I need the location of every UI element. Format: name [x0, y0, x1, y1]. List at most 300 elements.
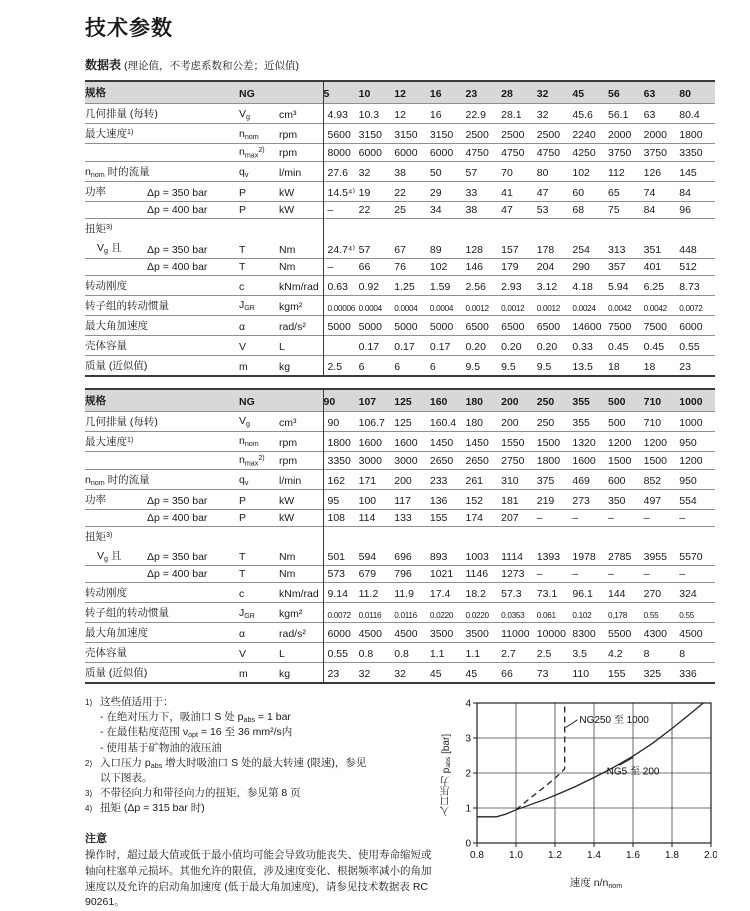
table-cell: rpm [279, 454, 298, 467]
table-cell: 179 [501, 260, 519, 273]
table-cell [147, 315, 239, 335]
table-cell: kW [279, 204, 295, 217]
header-cell: 32 [536, 88, 549, 100]
table-cell: 2500 [536, 129, 561, 141]
table-cell: 73 [536, 668, 549, 681]
table-cell: $V_g$ 且 [97, 550, 122, 564]
table-cell: 6500 [536, 320, 561, 333]
table-cell: 功率 [85, 186, 106, 199]
table-cell: 145 [679, 167, 697, 180]
table-cell: $n_{max}^{2)}$ [239, 453, 265, 467]
header-cell: 500 [608, 395, 626, 408]
table-cell [359, 527, 395, 547]
table-cell: 57.3 [501, 588, 522, 601]
table-cell: 1200 [679, 454, 703, 467]
table-cell: 0.55 [643, 611, 659, 621]
table-cell: 4750 [465, 147, 489, 160]
table-cell: 250 [536, 416, 555, 429]
table-cell: 14.5⁴⁾ [323, 182, 359, 202]
table-cell: α [239, 320, 246, 333]
table-cell [85, 566, 147, 583]
table-cell: 324 [679, 588, 697, 601]
table-cell: 1.25 [394, 280, 415, 293]
table-cell: 28.1 [501, 109, 522, 121]
table-cell: 270 [643, 588, 662, 601]
table-cell: $V_g$ [239, 415, 250, 429]
table-cell: 178 [536, 243, 555, 256]
table-cell: 4300 [643, 628, 667, 641]
table-cell: 1800 [323, 431, 359, 451]
table-cell: 9.5 [501, 360, 516, 373]
table-cell: 2000 [643, 129, 667, 141]
table-cell [644, 219, 680, 239]
table-cell: 1450 [465, 436, 489, 449]
table-cell: P [239, 204, 247, 217]
header-cell: 180 [465, 395, 484, 408]
table-cell [323, 527, 359, 547]
table-cell: 679 [358, 568, 377, 581]
table-cell: 9.5 [536, 360, 552, 373]
table-cell: 3350 [323, 451, 359, 469]
table-cell: 7500 [643, 320, 667, 333]
header-cell: 107 [358, 395, 377, 408]
table-cell: 1500 [608, 454, 632, 467]
bottom-section [85, 695, 717, 911]
table-cell: cm³ [279, 416, 297, 429]
table-row [85, 490, 715, 510]
table-cell: kgm² [279, 300, 303, 313]
table-cell: 1114 [501, 551, 523, 564]
table-cell: 质量 (近似值) [85, 667, 148, 680]
table-cell: 5000 [323, 315, 359, 335]
table-cell: 最大速度$^{1)}$ [85, 127, 134, 140]
table-cell [644, 527, 680, 547]
table-cell: 扭矩$^{3)}$ [85, 530, 113, 544]
table-cell: 2650 [465, 454, 489, 467]
table-cell: 796 [394, 568, 412, 581]
table-cell: 1500 [643, 454, 667, 467]
table-cell: 2750 [501, 454, 525, 467]
chart-plot [453, 697, 717, 874]
table-cell [85, 451, 147, 469]
table-cell: 66 [501, 668, 513, 681]
table-cell: 350 [608, 495, 626, 508]
table-cell: 68 [572, 204, 585, 217]
table-cell: 325 [643, 668, 662, 681]
table-row [85, 182, 715, 202]
table-cell: – [643, 568, 650, 581]
table-cell: 180 [465, 416, 484, 429]
table-cell: 0.55 [679, 611, 694, 621]
table-cell: 3750 [643, 147, 667, 160]
table-cell: 128 [465, 243, 484, 256]
table-cell: $n_{nom}$ [239, 127, 259, 141]
table-cell: 6 [394, 360, 401, 373]
table-cell: 3.5 [572, 648, 587, 661]
footnote-text: 这些值适用于： - 在绝对压力下，吸油口 S 处 $p_{abs} = 1$ bar - 在最佳粘度范围 $\nu_{opt} = 16$ 至 36 mm²/s内 - 使用基于矿物油的液压油 [100, 696, 293, 754]
table-cell: rpm [279, 436, 298, 449]
table-cell: 1200 [643, 436, 667, 449]
leader-line [566, 720, 578, 728]
table-cell: 41 [501, 187, 513, 200]
table-cell: 102 [572, 167, 590, 180]
table-cell: 448 [679, 243, 697, 256]
table-cell: rad/s² [279, 320, 306, 333]
table-cell: – [679, 568, 686, 581]
table-row [85, 295, 715, 315]
table-cell: 33 [465, 187, 478, 200]
table-cell [147, 104, 239, 124]
table-cell: 66 [358, 260, 371, 273]
table-cell [239, 219, 279, 239]
table-cell [147, 411, 239, 431]
table-cell: 22.9 [465, 109, 486, 121]
table-cell: Nm [279, 568, 296, 581]
table-cell: 95 [323, 490, 359, 510]
table-cell [279, 219, 323, 239]
table-cell: 0.0072 [679, 303, 703, 313]
table-cell: T [239, 568, 246, 581]
table-cell: 0.63 [323, 275, 359, 295]
table-cell: 70 [501, 167, 513, 180]
table-cell: L [279, 648, 285, 661]
table-cell: 23 [323, 663, 359, 684]
chart-svg [453, 697, 717, 869]
table-cell: 146 [465, 260, 484, 273]
table-cell: 8300 [572, 628, 596, 641]
table-cell: 32 [358, 167, 371, 180]
table-cell: 6000 [394, 147, 418, 160]
table-cell: 3000 [358, 454, 382, 467]
table-cell: $n_{max}^{2)}$ [239, 146, 265, 160]
table-cell [323, 219, 359, 239]
table-cell [359, 219, 395, 239]
table-cell: 50 [429, 167, 442, 180]
table-cell: 1393 [536, 551, 561, 564]
footnote-text: 扭矩 (Δp = 315 bar 时) [100, 801, 205, 814]
table-cell: T [239, 551, 246, 564]
table-cell: 56.1 [608, 109, 629, 121]
table-cell: 11.9 [394, 588, 414, 601]
table-cell: 155 [608, 668, 626, 681]
table-cell [85, 510, 147, 527]
table-cell: 181 [501, 495, 519, 508]
table-cell: – [323, 258, 359, 275]
table-cell: 9.14 [323, 583, 359, 603]
table-cell: 22 [358, 204, 371, 217]
table-cell: 1978 [572, 551, 596, 564]
table-cell [394, 219, 430, 239]
table-cell: 125 [394, 416, 412, 429]
table-cell: m [239, 668, 248, 681]
table-cell: 5000 [429, 320, 454, 333]
table-cell: 24.7⁴⁾ [323, 238, 359, 258]
table-cell: 174 [465, 512, 484, 525]
header-cell: 5 [323, 81, 359, 104]
table-cell: 0.20 [501, 340, 522, 353]
subtitle-bold: 数据表 [85, 58, 122, 72]
table-cell: 0.0004 [358, 303, 382, 313]
table-cell: – [608, 568, 614, 581]
table-cell: 0.17 [358, 340, 380, 353]
table-cell: 261 [465, 475, 484, 488]
table-cell: Nm [279, 551, 296, 564]
table-cell: – [572, 568, 579, 581]
table-cell: 5570 [679, 551, 703, 564]
table-cell: 357 [608, 260, 626, 273]
data-table-ng5-80 [85, 80, 717, 377]
table-cell: 2.93 [501, 280, 522, 293]
table-cell: 1146 [465, 568, 489, 581]
table-cell: 1.1 [429, 648, 445, 661]
table-cell: 0.061 [536, 611, 556, 621]
table-cell: 84 [679, 187, 691, 200]
datasheet-page [85, 10, 717, 911]
table-cell: 27.6 [323, 162, 359, 182]
table-cell: 0.0024 [572, 303, 596, 313]
header-cell: 160 [429, 395, 448, 408]
table-cell: 117 [394, 495, 411, 508]
table-cell: 290 [572, 260, 590, 273]
table-cell: 0.20 [536, 340, 558, 353]
table-cell: 152 [465, 495, 484, 508]
table-cell: 18 [643, 360, 656, 373]
table-cell: 45.6 [572, 109, 593, 121]
table-cell: 0.102 [572, 611, 592, 621]
table-cell: 11.2 [358, 588, 379, 601]
table-cell: 0.0004 [394, 303, 418, 313]
table-cell: 512 [679, 260, 697, 273]
table-cell: 0.0220 [465, 611, 489, 621]
table-cell: 2.5 [323, 355, 359, 376]
table-cell: $n_{nom}$ 时的流量 [85, 473, 150, 488]
table-cell: 5600 [323, 124, 359, 144]
table-cell: 3750 [608, 147, 632, 160]
y-tick-label: 0 [465, 838, 471, 850]
table-cell: kW [279, 187, 295, 200]
table-cell: 11000 [501, 628, 530, 641]
table-cell: 573 [323, 566, 359, 583]
table-cell: 133 [394, 512, 412, 525]
table-cell: 18 [608, 360, 620, 373]
table-cell: 32 [394, 668, 406, 681]
table-cell [85, 258, 147, 275]
table-cell: 1600 [572, 454, 596, 467]
table-cell: 几何排量 (每转) [85, 108, 158, 120]
table-cell: rpm [279, 147, 298, 160]
table-cell: Δp = 350 bar [147, 495, 208, 508]
table-cell: 1273 [501, 568, 525, 581]
table-row [85, 566, 715, 583]
header-cell: 规格 [85, 87, 106, 99]
table-cell: 壳体容量 [85, 339, 127, 352]
table-cell: 最大角加速度 [85, 319, 148, 332]
table-cell: 554 [679, 495, 697, 508]
table-cell: 469 [572, 475, 590, 488]
footnote-marker: 3) [85, 788, 93, 798]
table-cell: 5.94 [608, 280, 629, 293]
table-cell [147, 275, 239, 295]
table-cell: 12 [394, 109, 406, 121]
table-cell: 60 [572, 187, 585, 200]
table-cell: 67 [394, 243, 406, 256]
table-cell: 157 [501, 243, 519, 256]
table-cell: 7500 [608, 320, 632, 333]
table-cell: 2000 [608, 129, 632, 141]
table-cell: Δp = 400 bar [147, 204, 208, 217]
y-tick-label: 2 [465, 768, 471, 780]
table-cell: 273 [572, 495, 590, 508]
table-cell: 710 [643, 416, 662, 429]
header-cell: 12 [394, 88, 406, 100]
table-cell: 6000 [358, 147, 382, 160]
table-cell: 696 [394, 551, 412, 564]
table-cell: 65 [608, 187, 620, 200]
table-cell: 1200 [608, 436, 632, 449]
table-cell: 950 [679, 436, 697, 449]
chart-y-axis-label: 入口压力 $p_{abs}$ [bar] [441, 734, 453, 817]
notice-title: 注意 [85, 832, 107, 845]
table-cell: 2500 [501, 129, 525, 141]
table-cell: 200 [501, 416, 519, 429]
table-cell: P [239, 495, 247, 508]
table-cell: V [239, 648, 247, 661]
table-cell: 转动刚度 [85, 587, 127, 600]
table-row [85, 144, 715, 162]
table-cell: 0.20 [465, 340, 486, 353]
table-cell: 扭矩$^{3)}$ [85, 223, 113, 236]
table-row [85, 219, 715, 239]
table-cell [679, 527, 715, 547]
table-cell: Δp = 400 bar [147, 260, 208, 273]
leader-line [619, 758, 633, 766]
table-cell: 0.17 [429, 340, 451, 353]
table-cell: m [239, 360, 248, 373]
table-cell: 32 [358, 668, 371, 681]
table-cell [85, 144, 147, 162]
table-cell: 45 [465, 668, 478, 681]
footnote [85, 695, 437, 755]
table-cell: $q_v$ [239, 473, 249, 488]
x-tick-label: 1.4 [587, 850, 601, 862]
table-cell: – [679, 512, 686, 525]
table-cell: 313 [608, 243, 626, 256]
table-cell: 501 [323, 546, 359, 566]
table-cell: 8.73 [679, 280, 700, 293]
table-cell: 6000 [323, 623, 359, 643]
table-cell: 171 [358, 475, 377, 488]
table-cell: 852 [643, 475, 662, 488]
header-cell: 56 [608, 88, 620, 100]
table-cell: Nm [279, 243, 296, 256]
table-cell: – [536, 512, 543, 525]
table-cell: 32 [536, 109, 549, 121]
table-cell [147, 469, 239, 489]
table-cell: 2240 [572, 129, 596, 141]
table-cell: $V_g$ [239, 107, 250, 121]
table-cell: 0.33 [572, 340, 593, 353]
series-label: NG250 至 1000 [579, 715, 649, 727]
table-cell [430, 527, 466, 547]
table-cell: 144 [608, 588, 626, 601]
header-cell: 1000 [679, 395, 703, 408]
table-row [85, 469, 715, 489]
table-cell: 29 [429, 187, 442, 200]
footnote-marker: 4) [85, 803, 93, 813]
table-cell: 1500 [536, 436, 561, 449]
table-row [85, 451, 715, 469]
table-cell: 594 [358, 551, 377, 564]
spec-table [85, 388, 715, 685]
table-cell: 3150 [358, 129, 382, 141]
table-cell [608, 527, 644, 547]
notice-body: 操作时，超过最大值或低于最小值均可能会导致功能丧失、使用寿命缩短或轴向柱塞单元损坏。其他允许的限值，涉及速度变化、根据频率减小的角加速度以及允许的启动角加速度 (低于最大角加速度)，请参见技术数据表 RC 90261。 [85, 849, 432, 909]
table-cell: 4500 [679, 628, 703, 641]
table-cell: $n_{nom}$ 时的流量 [85, 166, 150, 180]
table-cell: 112 [608, 167, 625, 180]
table-cell: 1003 [465, 551, 489, 564]
header-cell: 80 [679, 88, 691, 100]
table-cell: c [239, 280, 245, 293]
table-cell: 204 [536, 260, 555, 273]
table-cell: rad/s² [279, 628, 306, 641]
table-cell: 219 [536, 495, 555, 508]
table-cell: 3350 [679, 147, 703, 160]
table-cell: T [239, 260, 246, 273]
table-row [85, 663, 715, 684]
table-cell: 34 [429, 204, 442, 217]
header-cell: 45 [572, 88, 585, 100]
table-cell: c [239, 588, 245, 601]
table-cell: Δp = 350 bar [147, 187, 208, 200]
table-cell: 2.7 [501, 648, 516, 661]
table-cell: 1600 [358, 436, 382, 449]
header-cell: 规格 [85, 394, 106, 407]
table-cell: Δp = 400 bar [147, 568, 208, 581]
table-cell: 75 [608, 204, 620, 217]
y-tick-label: 1 [465, 803, 471, 815]
table-cell: 17.4 [429, 588, 451, 601]
table-cell: – [643, 512, 650, 525]
table-cell: 73.1 [536, 588, 558, 601]
table-cell: 转动刚度 [85, 279, 127, 292]
table-cell: 80.4 [679, 109, 700, 121]
footnotes [85, 695, 437, 815]
table-cell: 950 [679, 475, 697, 488]
table-cell: kW [279, 495, 295, 508]
table-row [85, 315, 715, 335]
table-cell: 2.56 [465, 280, 486, 293]
table-row [85, 335, 715, 355]
table-cell [394, 527, 430, 547]
table-cell [147, 451, 239, 469]
table-cell: 375 [536, 475, 555, 488]
table-cell: 351 [643, 243, 662, 256]
header-cell: 250 [536, 395, 555, 408]
table-cell [572, 527, 608, 547]
header-cell: 23 [465, 88, 478, 100]
table-cell: 5500 [608, 628, 632, 641]
table-cell: 4500 [394, 628, 418, 641]
table-cell: 13.5 [572, 360, 593, 373]
header-cell: 16 [429, 88, 442, 100]
table-cell: 336 [679, 668, 697, 681]
table-cell: 1021 [429, 568, 454, 581]
table-cell: L [279, 340, 285, 353]
table-cell: 几何排量 (每转) [85, 415, 158, 428]
x-tick-label: 1.0 [509, 850, 523, 862]
table-cell: 500 [608, 416, 626, 429]
